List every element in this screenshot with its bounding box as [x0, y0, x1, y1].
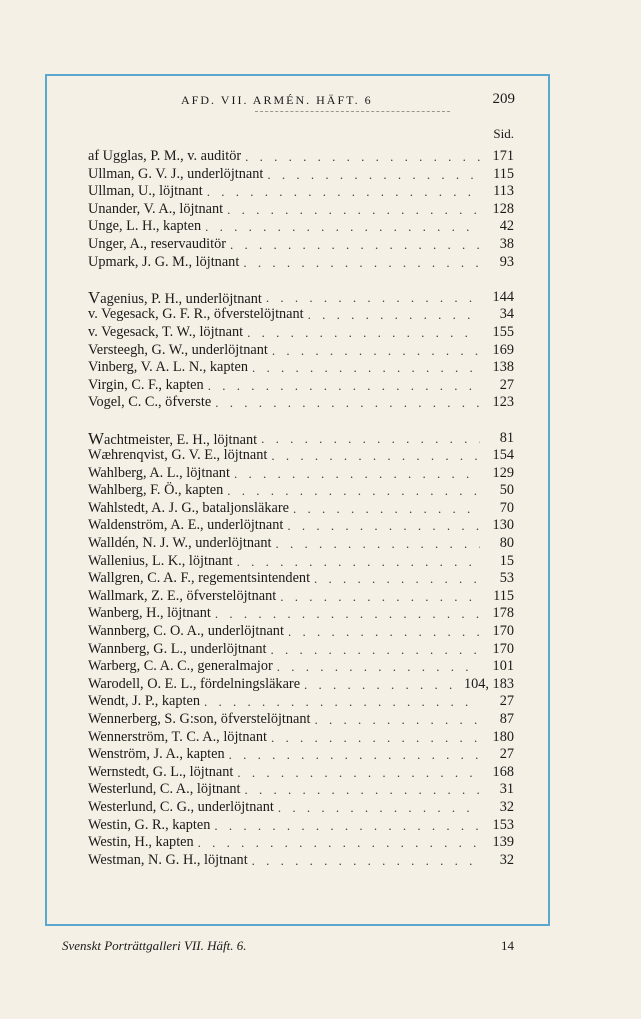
- entry-page: 70: [499, 499, 514, 516]
- entry-page: 128: [492, 200, 514, 217]
- index-entry: [88, 570, 514, 588]
- entry-page: 113: [493, 183, 514, 200]
- entry-name: Warodell, O. E. L., fördelningsläkare: [88, 675, 301, 692]
- index-entry: [88, 342, 514, 360]
- footer-title: Svenskt Porträttgalleri VII. Häft. 6.: [62, 938, 247, 953]
- dot-leader: [205, 218, 480, 236]
- entry-name: Wallenius, L. K., löjtnant: [88, 552, 233, 569]
- entry-name: Wenström, J. A., kapten: [88, 746, 225, 763]
- dot-leader: [252, 359, 480, 377]
- dot-leader: [247, 324, 480, 342]
- index-entry: [88, 394, 514, 412]
- index-entry: [88, 377, 514, 395]
- entry-name: Ullman, U., löjtnant: [88, 183, 203, 200]
- dot-leader: [215, 605, 480, 623]
- dot-leader: [227, 482, 480, 500]
- dot-leader: [271, 447, 480, 465]
- dot-leader: [267, 166, 480, 184]
- index-entry: [88, 148, 514, 166]
- entry-page: 31: [499, 781, 514, 798]
- dot-leader: [272, 342, 480, 360]
- entry-page: 139: [492, 834, 514, 851]
- entry-page: 27: [499, 693, 514, 710]
- dot-leader: [261, 430, 480, 448]
- dot-leader: [287, 517, 480, 535]
- entry-page: 115: [493, 587, 514, 604]
- index-entry: [88, 517, 514, 535]
- entry-page: 81: [499, 429, 514, 446]
- index-entry: [88, 218, 514, 236]
- dot-leader: [198, 834, 480, 852]
- entry-page: 15: [499, 552, 514, 569]
- dot-leader: [252, 852, 480, 870]
- entry-name: Vagenius, P. H., underlöjtnant: [88, 287, 262, 307]
- entry-name: Wallmark, Z. E., öfverstelöjtnant: [88, 587, 277, 604]
- dot-leader: [266, 289, 480, 307]
- dot-leader: [278, 799, 480, 817]
- index-entry: [88, 236, 514, 254]
- dot-leader: [288, 623, 480, 641]
- entry-page: 87: [499, 711, 514, 727]
- index-entry: [88, 183, 514, 201]
- dot-leader: [280, 588, 480, 606]
- entry-name: Wernstedt, G. L., löjtnant: [88, 763, 234, 780]
- dot-leader: [234, 465, 480, 483]
- index-entry: [88, 482, 514, 500]
- entry-name: Westman, N. G. H., löjtnant: [88, 851, 248, 868]
- dot-leader: [237, 764, 480, 782]
- index-entry: [88, 254, 514, 272]
- dot-leader: [208, 377, 480, 395]
- sheet-number: 14: [501, 938, 514, 953]
- index-entry: [88, 746, 514, 764]
- index-entry: [88, 430, 514, 448]
- entry-page: 130: [492, 517, 514, 534]
- index-entry: [88, 289, 514, 307]
- entry-name: Wanberg, H., löjtnant: [88, 605, 211, 622]
- entry-name: Vogel, C. C., öfverste: [88, 394, 212, 411]
- entry-name: Westerlund, C. A., löjtnant: [88, 781, 241, 798]
- entry-name: af Ugglas, P. M., v. auditör: [88, 148, 242, 164]
- entry-name: Ullman, G. V. J., underlöjtnant: [88, 165, 264, 182]
- index-entries: [88, 148, 514, 869]
- entry-name: Walldén, N. J. W., underlöjtnant: [88, 535, 272, 552]
- entry-name: Wahlberg, A. L., löjtnant: [88, 464, 230, 481]
- index-entry: [88, 324, 514, 342]
- column-label-sid: Sid.: [493, 126, 514, 141]
- entry-name: Wennerberg, S. G:son, öfverstelöjtnant: [88, 711, 311, 727]
- entry-name: v. Vegesack, T. W., löjtnant: [88, 323, 244, 340]
- entry-page: 80: [499, 535, 514, 552]
- entry-page: 115: [493, 165, 514, 182]
- index-entry: [88, 359, 514, 377]
- entry-name: Wendt, J. P., kapten: [88, 693, 201, 710]
- entry-page: 154: [492, 447, 514, 464]
- dot-leader: [214, 817, 480, 835]
- dot-leader: [245, 148, 480, 166]
- entry-name: Waldenström, A. E., underlöjtnant: [88, 517, 284, 534]
- entry-page: 178: [492, 605, 514, 622]
- index-entry: [88, 553, 514, 571]
- dot-leader: [304, 676, 458, 694]
- header-rule: [255, 111, 450, 112]
- dot-leader: [277, 658, 480, 676]
- entry-page: 27: [499, 376, 514, 393]
- entry-name: Wennerström, T. C. A., löjtnant: [88, 728, 267, 745]
- entry-page: 42: [499, 218, 514, 235]
- entry-page: 104, 183: [463, 675, 514, 692]
- entry-name: Upmark, J. G. M., löjtnant: [88, 253, 240, 270]
- dot-leader: [204, 693, 480, 711]
- index-entry: [88, 658, 514, 676]
- entry-page: 169: [492, 341, 514, 358]
- entry-name: Warberg, C. A. C., generalmajor: [88, 658, 273, 675]
- index-entry: [88, 465, 514, 483]
- entry-page: 101: [492, 658, 514, 675]
- index-entry: [88, 834, 514, 852]
- entry-name: Wachtmeister, E. H., löjtnant: [88, 428, 258, 448]
- page-header: [135, 91, 515, 111]
- dot-leader: [229, 746, 480, 764]
- entry-page: 144: [492, 288, 514, 305]
- entry-page: 129: [492, 464, 514, 481]
- entry-page: 32: [499, 798, 514, 815]
- entry-name: Virgin, C. F., kapten: [88, 376, 204, 393]
- group-spacer: [88, 271, 514, 289]
- index-entry: [88, 676, 514, 694]
- entry-name: Vinberg, V. A. L. N., kapten: [88, 359, 248, 376]
- entry-page: 138: [492, 359, 514, 376]
- index-entry: [88, 729, 514, 747]
- dot-leader: [308, 306, 480, 324]
- entry-name: Wallgren, C. A. F., regementsintendent: [88, 570, 311, 587]
- dot-leader: [230, 236, 480, 254]
- dot-leader: [315, 711, 480, 729]
- entry-page: 155: [492, 323, 514, 340]
- entry-page: 93: [499, 253, 514, 270]
- index-entry: [88, 535, 514, 553]
- entry-page: 171: [492, 148, 514, 164]
- entry-name: Wahlstedt, A. J. G., bataljonsläkare: [88, 499, 289, 516]
- index-entry: [88, 799, 514, 817]
- dot-leader: [245, 781, 480, 799]
- entry-name: Unger, A., reservauditör: [88, 235, 226, 252]
- entry-name: Westin, G. R., kapten: [88, 816, 211, 833]
- page-number: 209: [492, 91, 515, 107]
- entry-page: 170: [492, 623, 514, 640]
- entry-page: 27: [499, 746, 514, 763]
- index-entry: [88, 711, 514, 729]
- index-entry: [88, 500, 514, 518]
- index-entry: [88, 447, 514, 465]
- entry-name: Westin, H., kapten: [88, 834, 194, 851]
- index-entry: [88, 605, 514, 623]
- index-entry: [88, 641, 514, 659]
- entry-name: Wahlberg, F. Ö., kapten: [88, 482, 224, 499]
- dot-leader: [237, 553, 480, 571]
- index-entry: [88, 693, 514, 711]
- entry-page: 50: [499, 482, 514, 499]
- dot-leader: [314, 570, 480, 588]
- index-entry: [88, 781, 514, 799]
- dot-leader: [270, 641, 480, 659]
- page-footer: [62, 938, 514, 958]
- index-entry: [88, 623, 514, 641]
- dot-leader: [276, 535, 481, 553]
- dot-leader: [243, 254, 480, 272]
- entry-page: 53: [499, 570, 514, 587]
- dot-leader: [293, 500, 480, 518]
- entry-page: 34: [499, 306, 514, 323]
- entry-name: Unander, V. A., löjtnant: [88, 200, 224, 217]
- index-entry: [88, 764, 514, 782]
- entry-name: Wannberg, G. L., underlöjtnant: [88, 640, 267, 657]
- entry-page: 38: [499, 235, 514, 252]
- index-entry: [88, 852, 514, 870]
- entry-name: Wannberg, C. O. A., underlöjtnant: [88, 623, 284, 640]
- index-entry: [88, 166, 514, 184]
- running-title: AFD. VII. ARMÉN. HÄFT. 6: [181, 93, 373, 107]
- index-entry: [88, 201, 514, 219]
- entry-page: 32: [499, 851, 514, 868]
- dot-leader: [207, 183, 480, 201]
- dot-leader: [227, 201, 480, 219]
- entry-page: 153: [492, 816, 514, 833]
- entry-name: Versteegh, G. W., underlöjtnant: [88, 341, 268, 358]
- entry-name: Wæhrenqvist, G. V. E., löjtnant: [88, 447, 268, 464]
- entry-page: 180: [492, 728, 514, 745]
- index-entry: [88, 588, 514, 606]
- group-spacer: [88, 412, 514, 430]
- index-entry: [88, 306, 514, 324]
- entry-name: Westerlund, C. G., underlöjtnant: [88, 798, 274, 815]
- index-entry: [88, 817, 514, 835]
- entry-page: 168: [492, 763, 514, 780]
- entry-name: Unge, L. H., kapten: [88, 218, 202, 235]
- dot-leader: [271, 729, 480, 747]
- entry-name: v. Vegesack, G. F. R., öfverstelöjtnant: [88, 306, 304, 323]
- entry-page: 170: [492, 640, 514, 657]
- dot-leader: [215, 394, 480, 412]
- entry-page: 123: [492, 394, 514, 411]
